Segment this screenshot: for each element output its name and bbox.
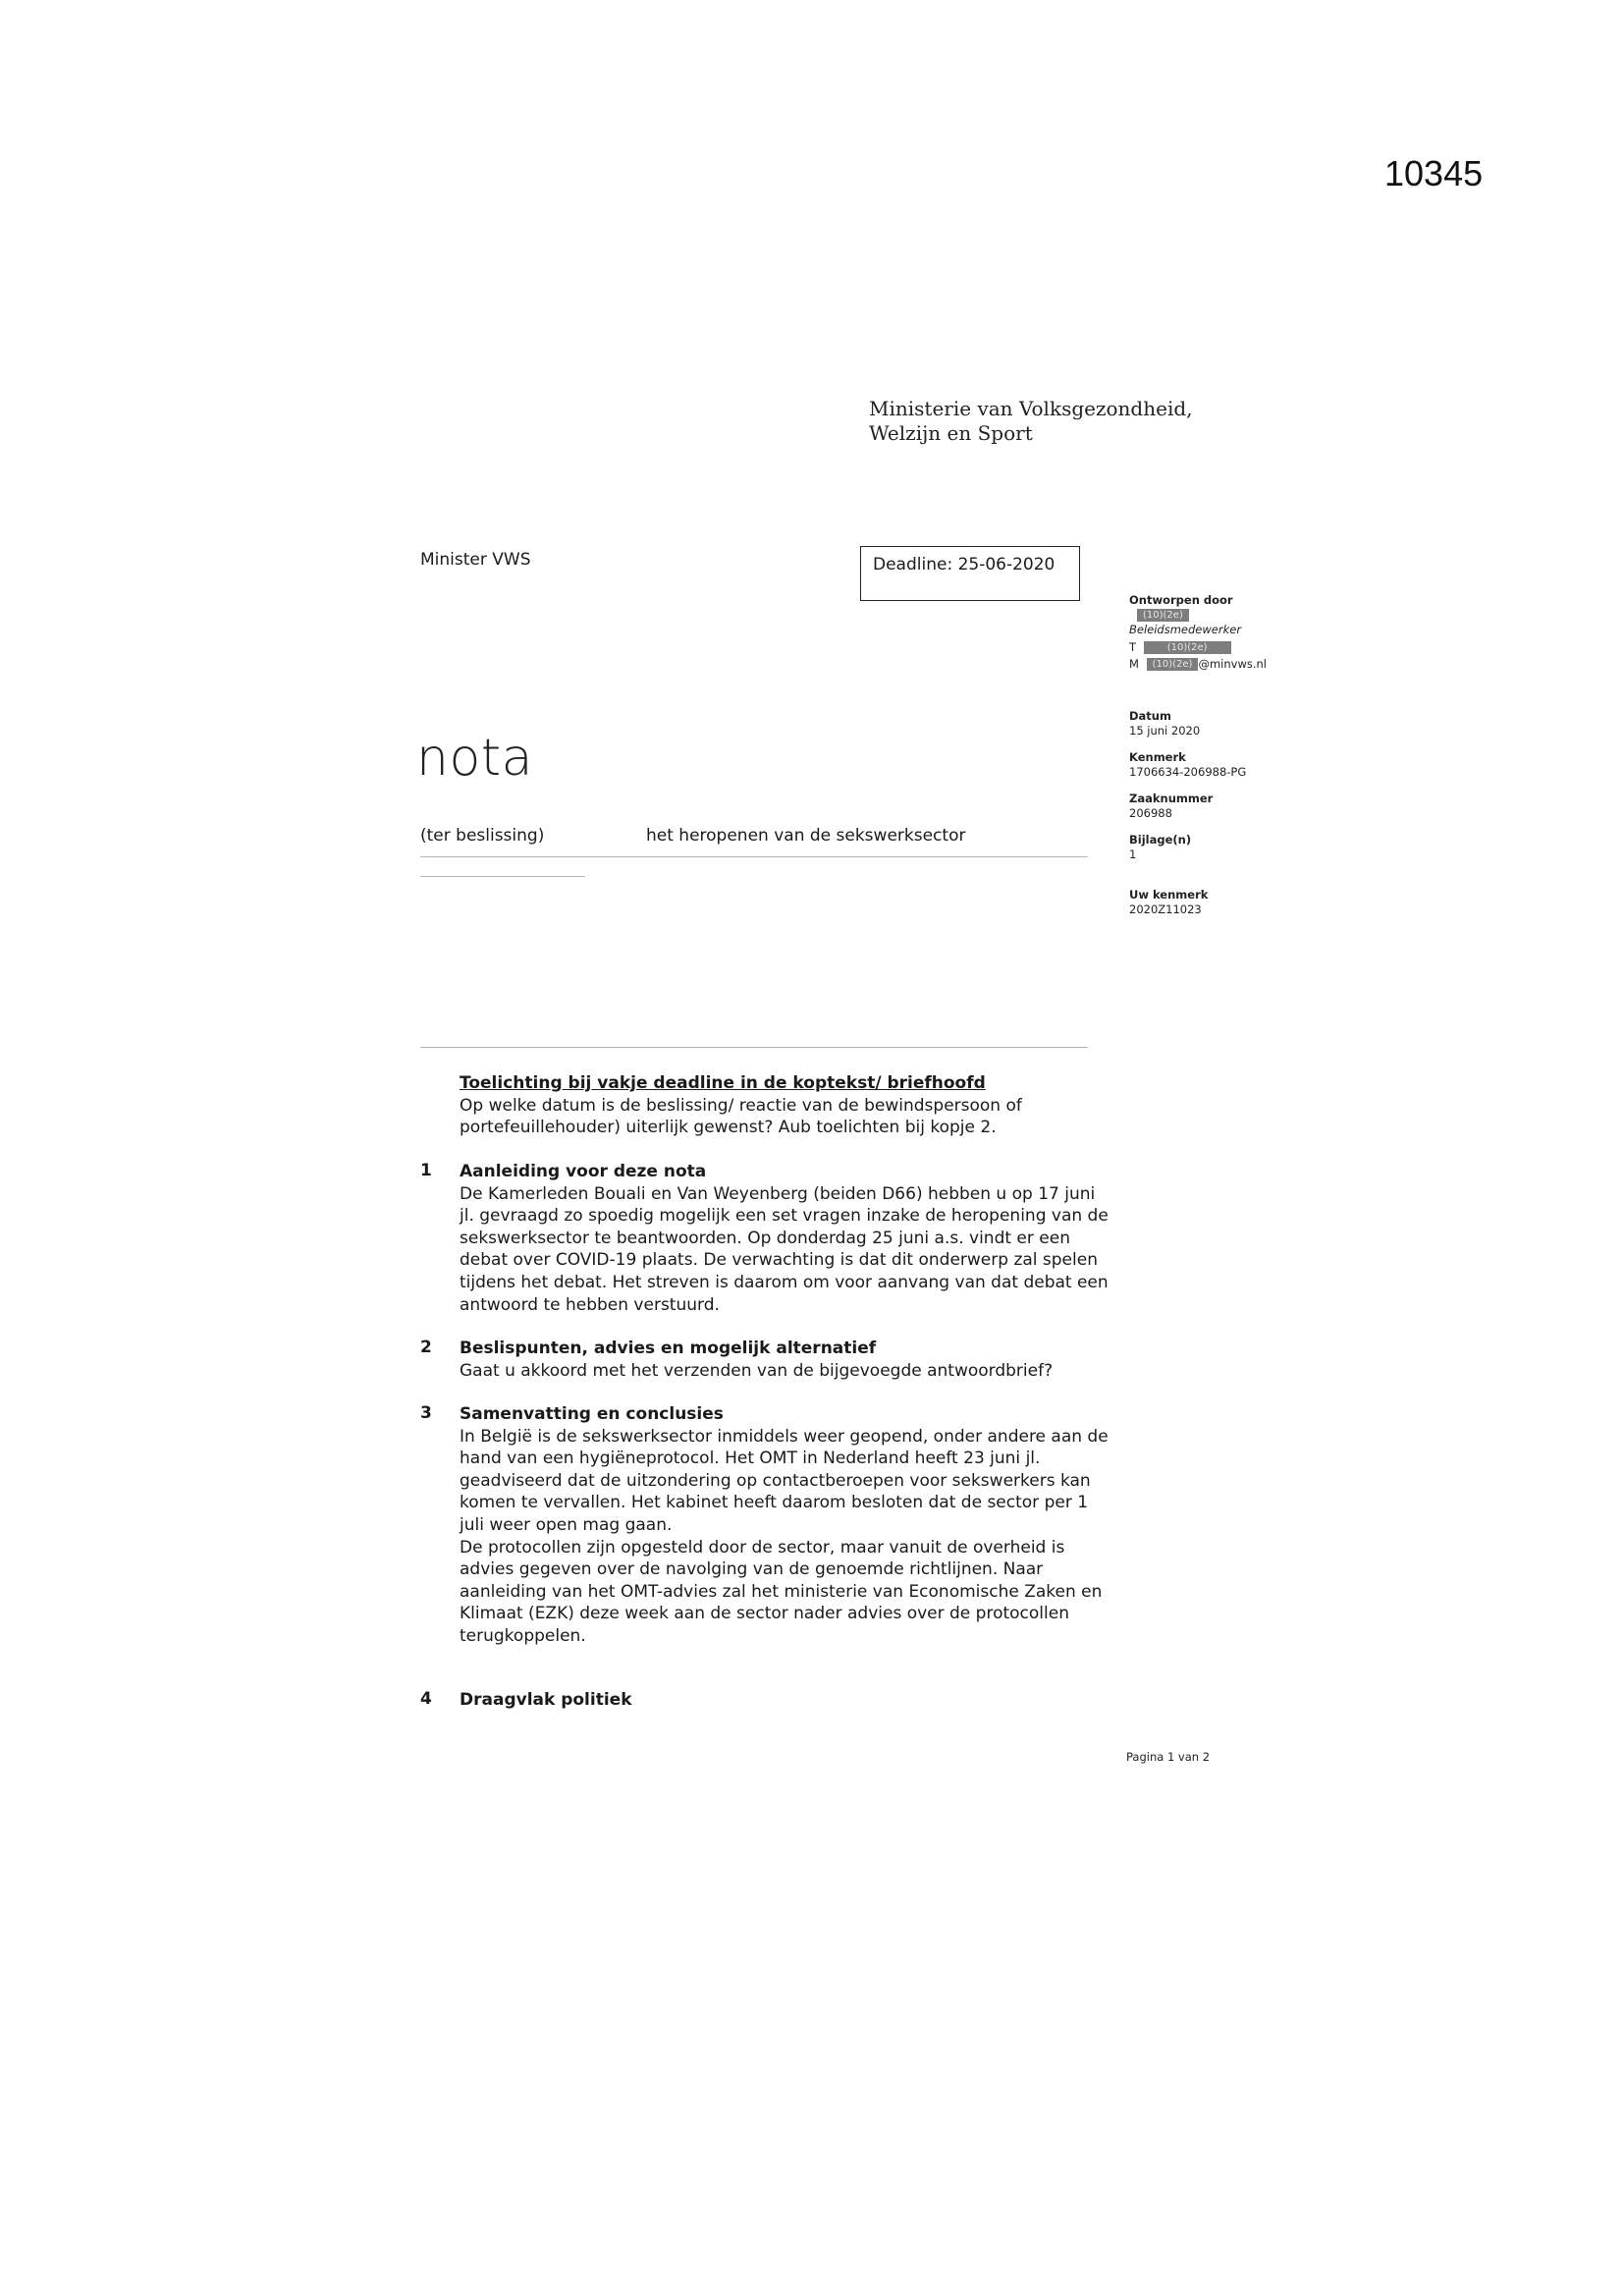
addressee: Minister VWS	[420, 550, 531, 570]
uw-kenmerk-value: 2020Z11023	[1129, 902, 1202, 916]
deadline-box	[860, 546, 1080, 601]
uw-kenmerk-label: Uw kenmerk	[1129, 888, 1209, 902]
redaction-phone: (10)(2e)	[1144, 641, 1231, 654]
kenmerk-value: 1706634-206988-PG	[1129, 765, 1247, 779]
mail-domain: @minvws.nl	[1198, 657, 1267, 671]
bijlage-label: Bijlage(n)	[1129, 833, 1192, 847]
intro-section	[460, 1072, 1127, 1139]
section-2	[460, 1338, 1147, 1382]
redaction-mail: (10)(2e)	[1147, 658, 1199, 671]
ministry-name-line1: Ministerie van Volksgezondheid,	[869, 397, 1193, 420]
section-3-line: komen te vervallen. Het kabinet heeft daarom besloten dat de sector per 1	[460, 1493, 1089, 1513]
section-2-heading: Beslispunten, advies en mogelijk alternatief	[460, 1339, 877, 1358]
zaaknummer-label: Zaaknummer	[1129, 792, 1214, 805]
section-3-number: 3	[420, 1403, 432, 1423]
intro-heading: Toelichting bij vakje deadline in de koptekst/ briefhoofd	[460, 1073, 986, 1093]
section-3	[460, 1403, 1147, 1648]
redaction-name: (10)(2e)	[1137, 609, 1189, 622]
section-2-number: 2	[420, 1338, 432, 1357]
ministry-name	[869, 397, 1193, 446]
section-1-line: jl. gevraagd zo spoedig mogelijk een set vragen inzake de heropening van de	[460, 1206, 1109, 1227]
sidebar-designed-by	[1129, 593, 1267, 672]
section-3-line: aanleiding van het OMT-advies zal het ministerie van Economische Zaken en	[460, 1581, 1103, 1602]
intro-line: Op welke datum is de beslissing/ reactie van de bewindspersoon of	[460, 1095, 1022, 1116]
bijlage-value: 1	[1129, 847, 1137, 861]
section-3-line: Klimaat (EZK) deze week aan de sector nader advies over de protocollen	[460, 1604, 1069, 1624]
section-1-heading: Aanleiding voor deze nota	[460, 1162, 707, 1181]
section-1	[460, 1161, 1147, 1316]
phone-prefix: T	[1129, 640, 1137, 654]
section-4	[460, 1689, 1147, 1712]
ministry-name-line2: Welzijn en Sport	[869, 421, 1033, 445]
zaaknummer-value: 206988	[1129, 806, 1172, 820]
subject-text: het heropenen van de sekswerksector	[646, 826, 966, 846]
section-3-line: advies gegeven over de navolging van de genoemde richtlijnen. Naar	[460, 1559, 1044, 1580]
short-divider	[420, 876, 585, 877]
role-text: Beleidsmedewerker	[1129, 623, 1242, 636]
mail-prefix: M	[1129, 657, 1139, 671]
page-number: Pagina 1 van 2	[1126, 1750, 1211, 1764]
section-3-line: geadviseerd dat de uitzondering op contactberoepen voor sekswerkers kan	[460, 1470, 1091, 1491]
intro-line: portefeuillehouder) uiterlijk gewenst? Aub toelichten bij kopje 2.	[460, 1118, 997, 1138]
subject-divider	[420, 856, 1088, 857]
section-4-number: 4	[420, 1689, 432, 1709]
sidebar-meta	[1129, 709, 1246, 917]
subject-type: (ter beslissing)	[420, 826, 545, 846]
section-4-heading: Draagvlak politiek	[460, 1690, 632, 1710]
section-1-line: tijdens het debat. Het streven is daarom om voor aanvang van dat debat een	[460, 1272, 1109, 1292]
section-3-line: In België is de sekswerksector inmiddels weer geopend, onder andere aan de	[460, 1426, 1109, 1447]
document-title: nota	[416, 729, 534, 788]
section-1-line: De Kamerleden Bouali en Van Weyenberg (beiden D66) hebben u op 17 juni	[460, 1183, 1096, 1204]
section-3-line: terugkoppelen.	[460, 1625, 586, 1646]
kenmerk-label: Kenmerk	[1129, 750, 1186, 764]
section-3-heading: Samenvatting en conclusies	[460, 1404, 724, 1424]
section-3-line: juli weer open mag gaan.	[460, 1514, 673, 1535]
section-3-line: hand van een hygiëneprotocol. Het OMT in Nederland heeft 23 juni jl.	[460, 1449, 1041, 1469]
designed-by-label: Ontworpen door	[1129, 593, 1233, 607]
body-divider	[420, 1047, 1088, 1048]
date-label: Datum	[1129, 709, 1171, 723]
date-value: 15 juni 2020	[1129, 724, 1201, 738]
document-number: 10345	[1384, 153, 1484, 193]
section-1-line: antwoord te hebben verstuurd.	[460, 1294, 720, 1315]
section-1-line: debat over COVID-19 plaats. De verwachting is dat dit onderwerp zal spelen	[460, 1250, 1098, 1271]
section-1-line: sekswerksector te beantwoorden. Op donderdag 25 juni a.s. vindt er een	[460, 1228, 1070, 1248]
section-1-number: 1	[420, 1161, 432, 1180]
section-2-line: Gaat u akkoord met het verzenden van de bijgevoegde antwoordbrief?	[460, 1360, 1054, 1381]
section-3-line: De protocollen zijn opgesteld door de sector, maar vanuit de overheid is	[460, 1537, 1065, 1558]
deadline-text: Deadline: 25-06-2020	[873, 555, 1056, 574]
